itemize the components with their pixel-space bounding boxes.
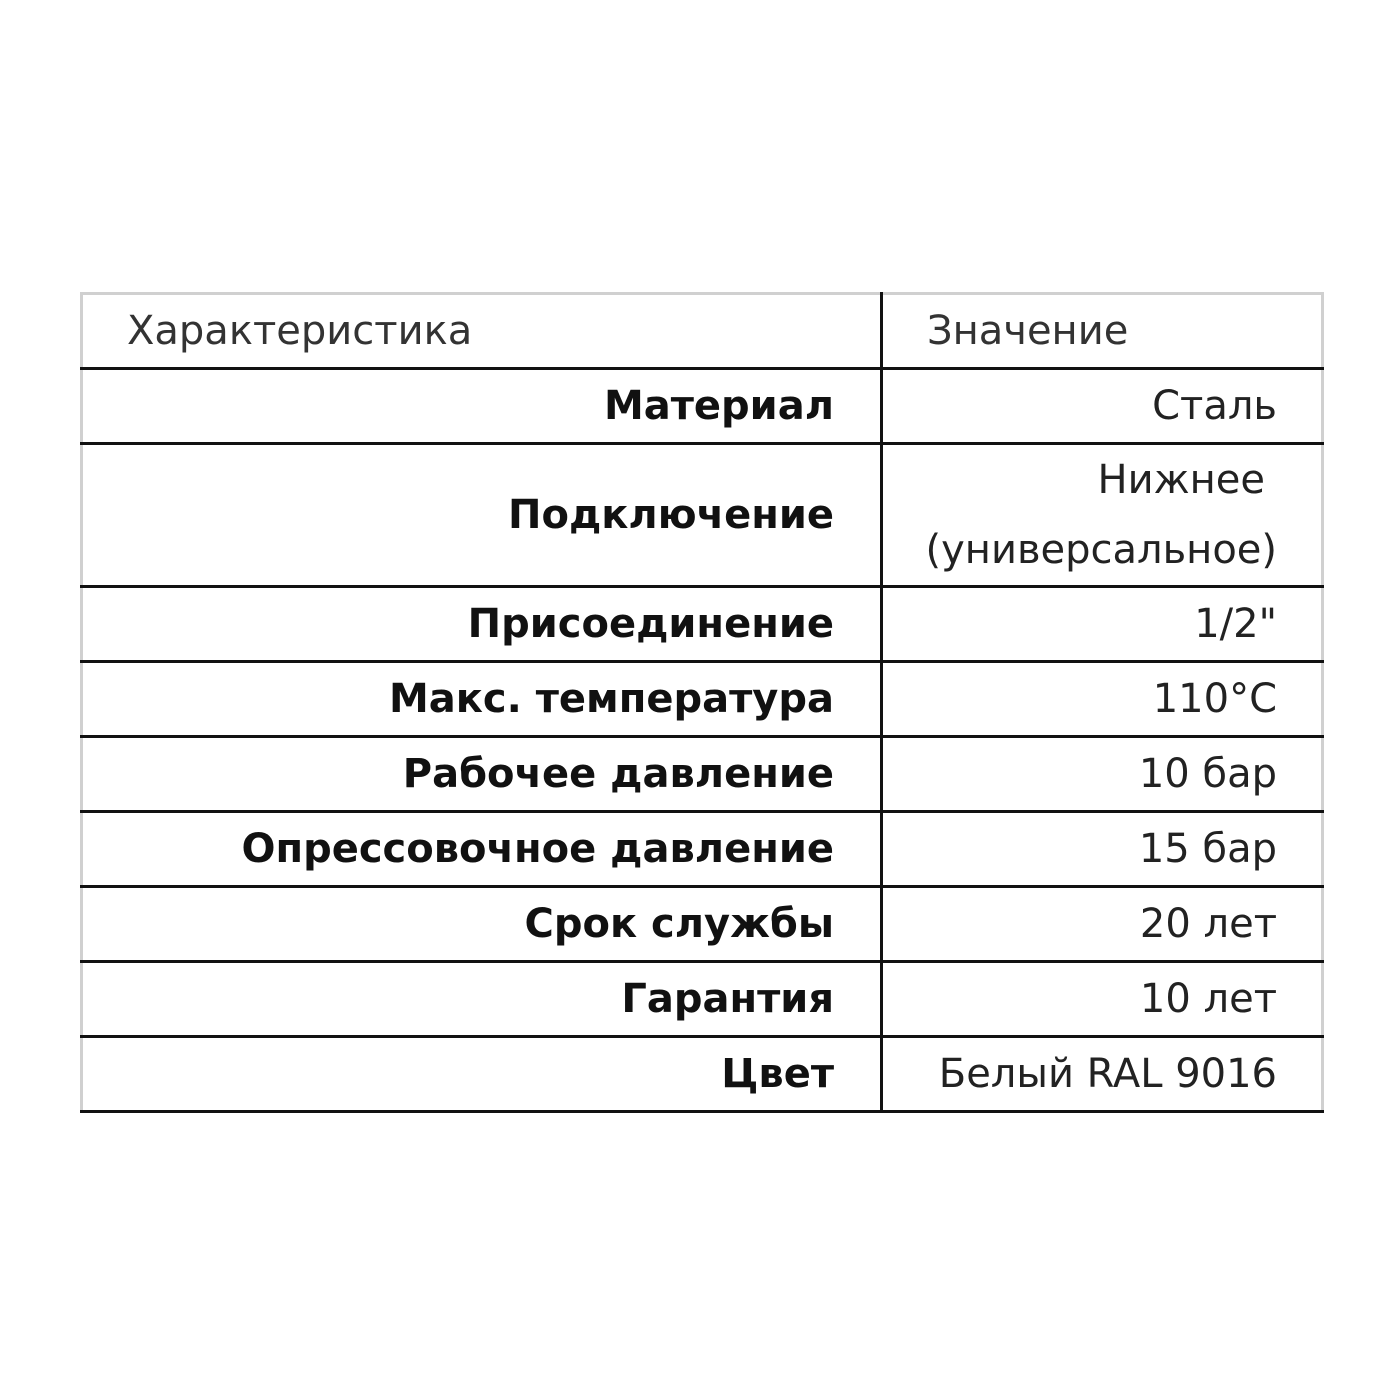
row-name: Макс. температура [82,662,882,737]
table-row [82,962,1323,1037]
table-row [82,887,1323,962]
row-value: 10 лет [882,962,1323,1037]
table-row [82,369,1323,444]
row-value [882,444,1323,587]
row-value: 1/2" [882,587,1323,662]
row-value: 10 бар [882,737,1323,812]
header-characteristic: Характеристика [82,294,882,369]
row-name: Материал [82,369,882,444]
table-row [82,812,1323,887]
table-row [82,1037,1323,1112]
row-name: Цвет [82,1037,882,1112]
row-value: Сталь [882,369,1323,444]
row-name: Гарантия [82,962,882,1037]
row-name: Рабочее давление [82,737,882,812]
row-value: Белый RAL 9016 [882,1037,1323,1112]
row-name: Присоединение [82,587,882,662]
row-name: Опрессовочное давление [82,812,882,887]
row-value: 15 бар [882,812,1323,887]
table-row [82,662,1323,737]
header-value: Значение [882,294,1323,369]
row-name: Подключение [82,444,882,587]
table-row [82,737,1323,812]
row-value-line: (универсальное) [925,527,1277,573]
table-row [82,444,1323,587]
row-value-line: Нижнее [1097,457,1265,503]
spec-table [80,292,1324,1113]
table-header-row [82,294,1323,369]
row-value: 110°C [882,662,1323,737]
row-name: Срок службы [82,887,882,962]
table-row [82,587,1323,662]
row-value: 20 лет [882,887,1323,962]
